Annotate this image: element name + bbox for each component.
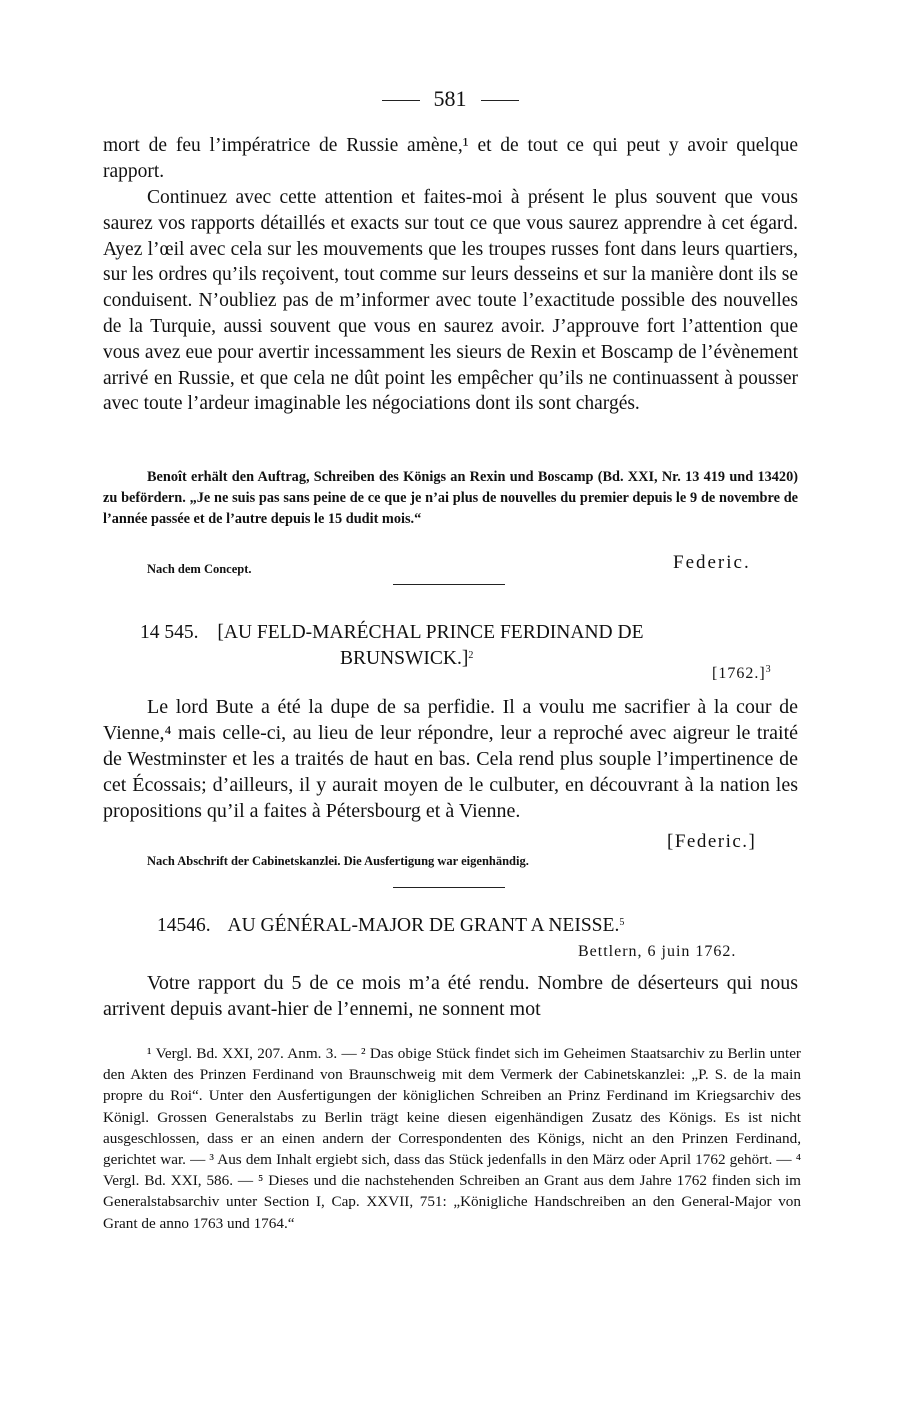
signature: [Federic.] — [667, 831, 757, 852]
letter-recipient-line1: [AU FELD-MARÉCHAL PRINCE FERDINAND DE — [217, 622, 644, 643]
footnote-ref: 5 — [619, 917, 625, 928]
letter-number: 14546. — [157, 915, 211, 936]
letter-date-14545 — [712, 665, 772, 683]
footnotes: ¹ Vergl. Bd. XXI, 207. Anm. 3. — ² Das obige Stück findet sich im Geheimen Staatsarchiv zu Berlin unter den Akten des Prinzen Ferdinand von Braunschweig mit dem Vermerk der Cabinetskanzlei: „P. S. de la main propre du Roi“. Unter den Ausfertigungen der königlichen Schreiben an Prinz Ferdinand im Kriegsarchiv des Königl. Grossen Generalstabs zu Berlin trägt keine diesen eigenhändigen Zusatz des Königs. Es ist nicht ausgeschlossen, dass er an einen andern der Correspondenten des Königs, nicht an den Prinzen Ferdinand, gerichtet war. — ³ Aus dem Inhalt ergiebt sich, dass das Stück jedenfalls in den März oder April 1762 gehört. — ⁴ Vergl. Bd. XXI, 586. — ⁵ Dieses und die nachstehenden Schreiben an Grant aus dem Jahre 1762 finden sich im Generalstabsarchiv unter Section I, Cap. XXVII, 751: „Königliche Handschreiben an den General-Major von Grant de anno 1763 und 1764.“ — [103, 1045, 801, 1232]
letter-date-14546: Bettlern, 6 juin 1762. — [578, 943, 737, 960]
rule-right — [481, 100, 519, 101]
page-number-header — [0, 86, 900, 112]
letter-heading-14545 — [140, 622, 643, 644]
editor-note: Benoît erhält den Auftrag, Schreiben des Königs an Rexin und Boscamp (Bd. XXI, Nr. 13 419 und 13420) zu befördern. „Je ne suis pas sans peine de ce que je n’ai plus de nouvelles du premier depuis le 9 de novembre de l’année passée et de l’autre depuis le 15 dudit mois.“ — [103, 469, 798, 527]
letter-recipient-line2: BRUNSWICK.] — [340, 648, 469, 669]
rule-left — [382, 100, 420, 101]
footnote-ref: 2 — [468, 650, 474, 661]
source-note: Nach Abschrift der Cabinetskanzlei. Die Ausfertigung war eigenhändig. — [147, 854, 529, 868]
letter-date: [1762.] — [712, 665, 766, 682]
letter-text-14546: Votre rapport du 5 de ce mois m’a été rendu. Nombre de déserteurs qui nous arrivent depuis avant-hier de l’ennemi, ne sonnent mot — [103, 972, 798, 1020]
paragraph-continuation: mort de feu l’impératrice de Russie amène,¹ et de tout ce qui peut y avoir quelque rapport. — [103, 135, 798, 182]
footnote-ref: 3 — [765, 664, 772, 675]
letter-heading-14545-line2 — [340, 648, 473, 670]
page-number: 581 — [433, 86, 467, 111]
section-divider — [393, 584, 505, 585]
section-divider — [393, 887, 505, 888]
letter-number: 14 545. — [140, 622, 199, 643]
source-note: Nach dem Concept. — [147, 562, 252, 576]
letter-text-14545: Le lord Bute a été la dupe de sa perfidie. Il a voulu me sacrifier à la cour de Vienne,⁴ mais celle-ci, au lieu de leur répondre, leur a reproché avec aigreur le traité de Westminster et les a traités de haut en bas. Cela rend plus souple l’impertinence de cet Écossais; d’ailleurs, il y aurait moyen de le culbuter, en découvrant à la nation les propositions qu’il a faites à Pétersbourg et à Vienne. — [103, 696, 798, 822]
letter-heading-14546 — [157, 915, 624, 937]
letter-recipient: AU GÉNÉRAL-MAJOR DE GRANT A NEISSE. — [227, 915, 620, 936]
paragraph-instructions: Continuez avec cette attention et faites-moi à présent le plus souvent que vous saurez vos rapports détaillés et exacts sur tout ce que vous saurez apprendre à cet égard. Ayez l’œil avec cela sur les mouvements que les troupes russes font dans leurs quartiers, sur les ordres qu’ils reçoivent, tout comme sur leurs desseins et sur la manière dont ils se conduisent. N’oubliez pas de m’informer avec toute l’exactitude possible des nouvelles de la Turquie, aussi souvent que vous en saurez avoir. J’approuve fort l’attention que vous avez eue pour avertir incessamment les sieurs de Rexin et Boscamp de l’évènement arrivé en Russie, et que cela ne dût point les empêcher qu’ils ne continuassent à pousser avec toute l’ardeur imaginable les négociations dont ils sont chargés. — [103, 187, 798, 415]
signature: Federic. — [673, 552, 751, 573]
